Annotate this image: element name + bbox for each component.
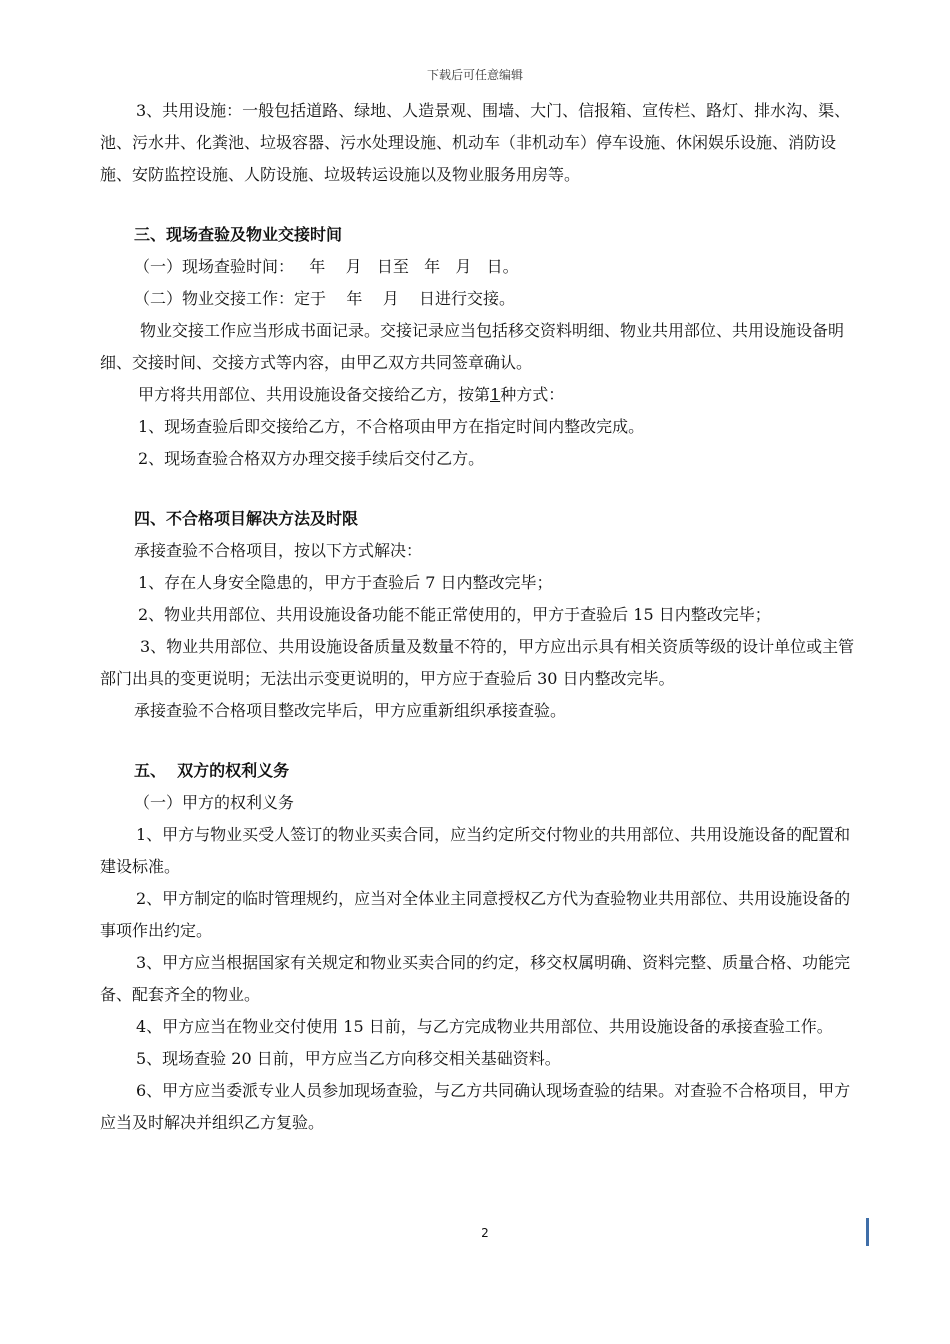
party-a-duty-2: 2、甲方制定的临时管理规约，应当对全体业主同意授权乙方代为查验物业共用部位、共用设施设备的事项作出约定。 [100,889,851,940]
unqualified-item-3: 3、物业共用部位、共用设施设备质量及数量不符的，甲方应出示具有相关资质等级的设计单位或主管部门出具的变更说明；无法出示变更说明的，甲方应于查验后 30 日内整改完毕。 [100,637,855,688]
unqualified-item-1: 1、存在人身安全隐患的，甲方于查验后 7 日内整改完毕； [138,573,553,592]
unqualified-item-2: 2、物业共用部位、共用设施设备功能不能正常使用的，甲方于查验后 15 日内整改完毕； [138,605,771,624]
inspection-time: （一）现场查验时间： 年 月 日至 年 月 日。 [134,257,519,276]
party-a-duty-5: 5、现场查验 20 日前，甲方应当乙方向移交相关基础资料。 [136,1049,561,1068]
handover-method-text-a: 甲方将共用部位、共用设施设备交接给乙方，按第 [138,385,491,404]
party-a-duty-4: 4、甲方应当在物业交付使用 15 日前，与乙方完成物业共用部位、共用设施设备的承接查验工作。 [136,1017,833,1036]
handover-method-number: 1 [490,385,501,404]
party-a-duty-1: 1、甲方与物业买受人签订的物业买卖合同，应当约定所交付物业的共用部位、共用设施设备的配置和建设标准。 [100,825,851,876]
party-a-subheading: （一）甲方的权利义务 [134,793,295,812]
unqualified-reinspect: 承接查验不合格项目整改完毕后，甲方应重新组织承接查验。 [134,701,567,720]
handover-option-2: 2、现场查验合格双方办理交接手续后交付乙方。 [138,449,485,468]
page-number: 2 [481,1226,489,1240]
handover-record-paragraph: 物业交接工作应当形成书面记录。交接记录应当包括移交资料明细、物业共用部位、共用设施设备明细、交接时间、交接方式等内容，由甲乙双方共同签章确认。 [100,321,845,372]
unqualified-intro: 承接查验不合格项目，按以下方式解决： [134,541,423,560]
page-header: 下载后可任意编辑 [426,68,523,82]
party-a-duty-6: 6、甲方应当委派专业人员参加现场查验，与乙方共同确认现场查验的结果。对查验不合格项目，甲方应当及时解决并组织乙方复验。 [100,1081,851,1132]
party-a-duty-3: 3、甲方应当根据国家有关规定和物业买卖合同的约定，移交权属明确、资料完整、质量合格、功能完备、配套齐全的物业。 [100,953,851,1004]
document-body [100,95,860,1139]
paragraph-shared-facilities: 3、共用设施：一般包括道路、绿地、人造景观、围墙、大门、信报箱、宣传栏、路灯、排水沟、渠、池、污水井、化粪池、垃圾容器、污水处理设施、机动车（非机动车）停车设施、休闲娱乐设施、消防设施、安防监控设施、人防设施、垃圾转运设施以及物业服务用房等。 [100,101,851,184]
section-heading-5: 五、 双方的权利义务 [134,761,290,780]
handover-method-text-b: 种方式： [500,385,565,404]
handover-time: （二）物业交接工作：定于 年 月 日进行交接。 [134,289,516,308]
margin-accent-bar [866,1218,869,1246]
handover-option-1: 1、现场查验后即交接给乙方，不合格项由甲方在指定时间内整改完成。 [138,417,645,436]
section-heading-4: 四、不合格项目解决方法及时限 [134,509,359,528]
section-heading-3: 三、现场查验及物业交接时间 [134,225,343,244]
handover-method-line [100,379,860,411]
